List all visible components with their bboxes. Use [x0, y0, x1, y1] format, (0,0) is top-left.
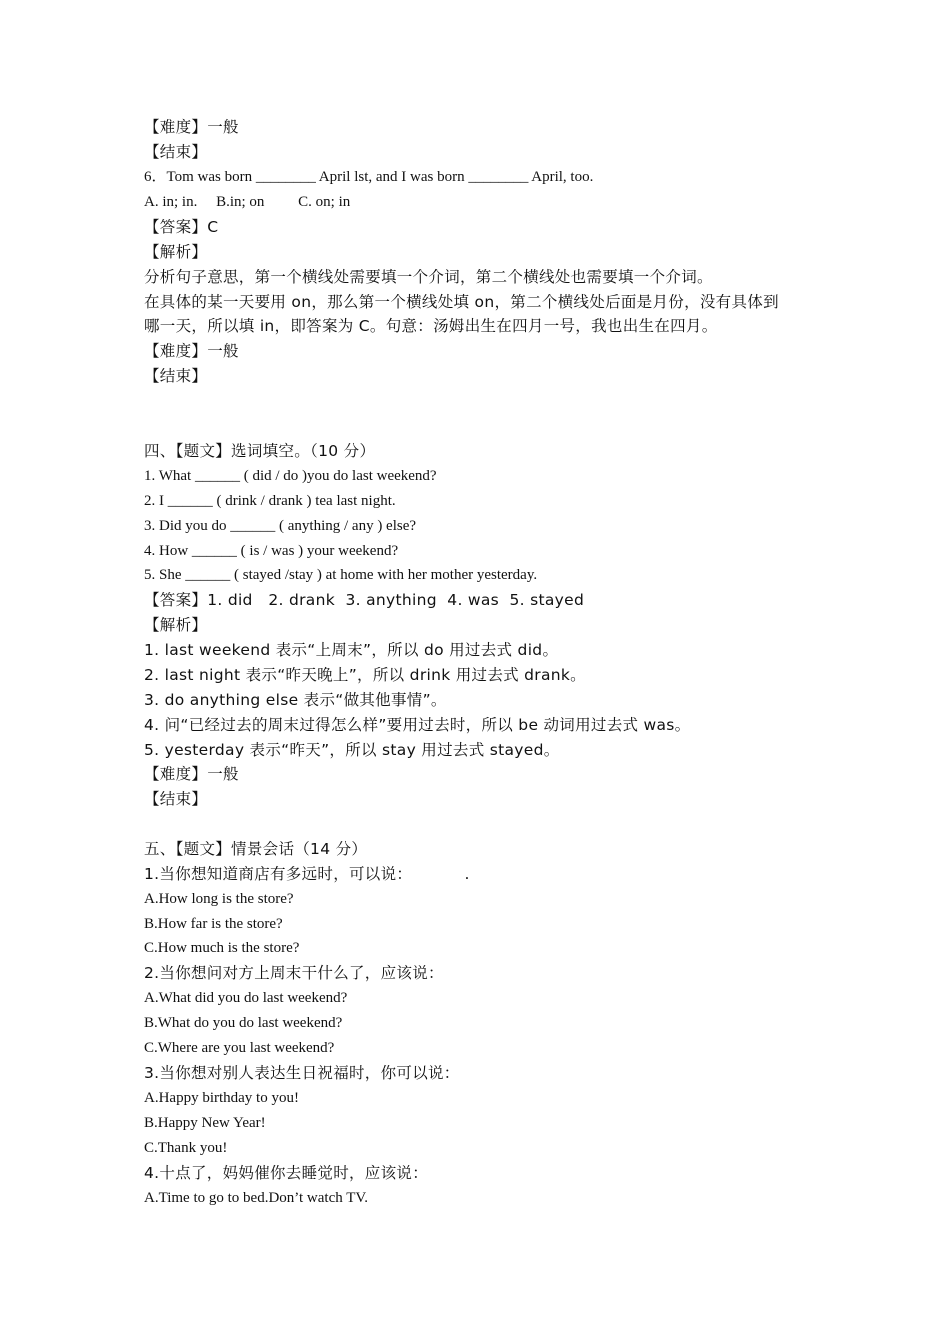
- part4-item: 2. I ______ ( drink / drank ) tea last night.: [144, 493, 396, 509]
- part5-option: A.What did you do last weekend?: [144, 990, 348, 1006]
- part4-item: 3. Did you do ______ ( anything / any ) else?: [144, 518, 417, 534]
- part5-option: C.How much is the store?: [144, 940, 300, 956]
- part4-analysis-line: 2. last night 表示“昨天晚上”，所以 drink 用过去式 drank。: [144, 666, 586, 684]
- q6-difficulty: 【难度】一般: [144, 342, 239, 360]
- part4-answer: 【答案】1. did 2. drank 3. anything 4. was 5. stayed: [144, 591, 585, 609]
- part4-analysis-line: 4. 问“已经过去的周末过得怎么样”要用过去时，所以 be 动词用过去式 was。: [144, 716, 691, 734]
- part5-option: B.What do you do last weekend?: [144, 1015, 343, 1031]
- q6-answer: 【答案】C: [144, 218, 219, 236]
- end-label: 【结束】: [144, 143, 208, 161]
- part4-item: 5. She ______ ( stayed /stay ) at home with her mother yesterday.: [144, 567, 538, 583]
- part5-option: C.Where are you last weekend?: [144, 1040, 335, 1056]
- part5-option: A.How long is the store?: [144, 891, 294, 907]
- q6-analysis-label: 【解析】: [144, 243, 208, 261]
- q6-analysis-line: 哪一天，所以填 in，即答案为 C。句意：汤姆出生在四月一号，我也出生在四月。: [144, 317, 718, 335]
- part5-option: B.How far is the store?: [144, 916, 283, 932]
- part4-heading: 四、【题文】选词填空。（10 分）: [144, 442, 376, 460]
- part4-difficulty: 【难度】一般: [144, 765, 239, 783]
- part5-option: A.Time to go to bed.Don’t watch TV.: [144, 1190, 369, 1206]
- part5-question: 2.当你想问对方上周末干什么了，应该说：: [144, 964, 444, 982]
- part5-option: B.Happy New Year!: [144, 1115, 266, 1131]
- part4-analysis-line: 1. last weekend 表示“上周末”，所以 do 用过去式 did。: [144, 641, 559, 659]
- part4-item: 1. What ______ ( did / do )you do last weekend?: [144, 468, 437, 484]
- part4-item: 4. How ______ ( is / was ) your weekend?: [144, 543, 399, 559]
- part4-analysis-line: 3. do anything else 表示“做其他事情”。: [144, 691, 447, 709]
- part5-question: 4.十点了，妈妈催你去睡觉时，应该说：: [144, 1164, 428, 1182]
- part4-analysis-label: 【解析】: [144, 616, 208, 634]
- q6-options: A. in; in. B.in; on C. on; in: [144, 194, 351, 210]
- part5-heading: 五、【题文】情景会话（14 分）: [144, 840, 368, 858]
- q6-question: 6．Tom was born ________ April lst, and I was born ________ April, too.: [144, 169, 594, 185]
- part4-end: 【结束】: [144, 790, 208, 808]
- difficulty-label: 【难度】一般: [144, 118, 239, 136]
- q6-analysis-line: 分析句子意思，第一个横线处需要填一个介词，第二个横线处也需要填一个介词。: [144, 268, 713, 286]
- part5-question: 3.当你想对别人表达生日祝福时，你可以说：: [144, 1064, 460, 1082]
- q6-end: 【结束】: [144, 367, 208, 385]
- q6-analysis-line: 在具体的某一天要用 on，那么第一个横线处填 on，第二个横线处后面是月份，没有具体到: [144, 293, 779, 311]
- part5-option: C.Thank you!: [144, 1140, 228, 1156]
- part5-option: A.Happy birthday to you!: [144, 1090, 299, 1106]
- part5-question: 1.当你想知道商店有多远时，可以说： .: [144, 865, 470, 883]
- part4-analysis-line: 5. yesterday 表示“昨天”，所以 stay 用过去式 stayed。: [144, 741, 560, 759]
